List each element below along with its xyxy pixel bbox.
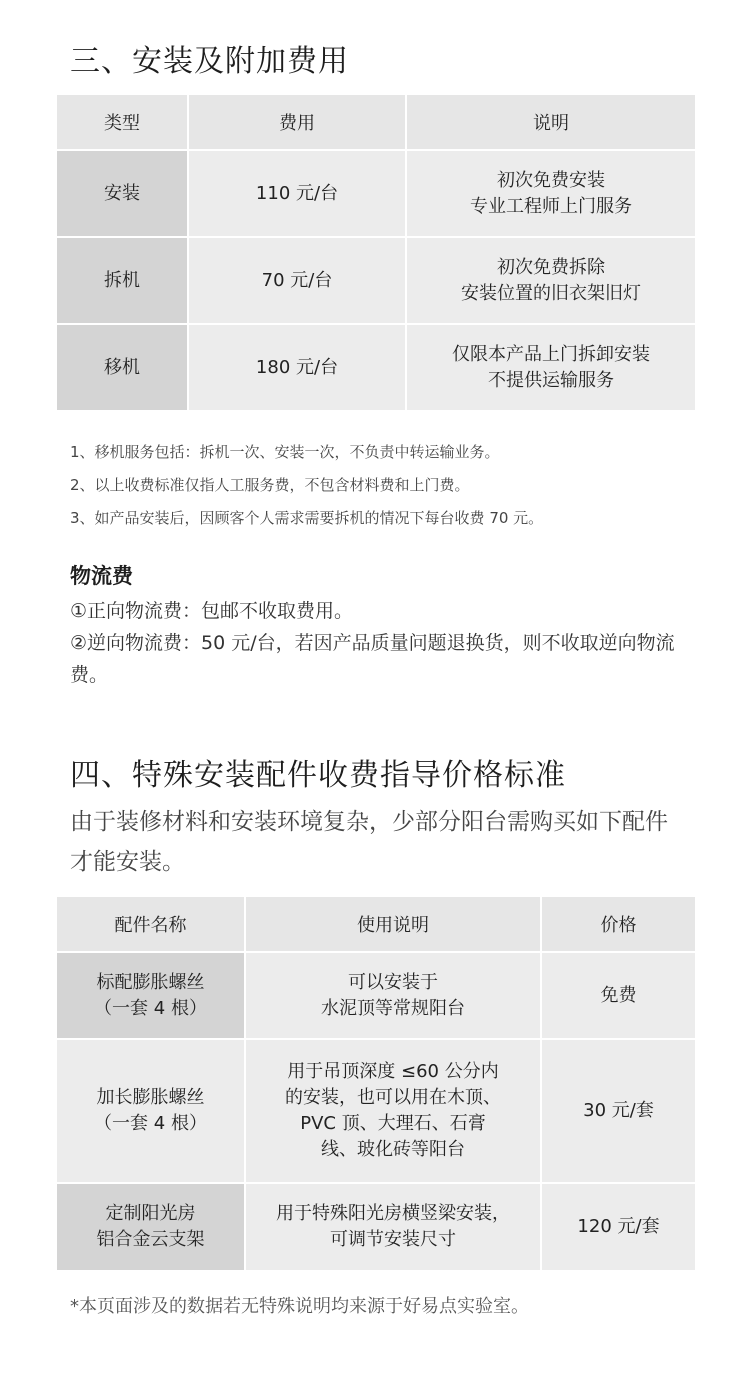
row-type: 移机: [56, 324, 188, 411]
name-line: （一套 4 根）: [94, 1113, 207, 1134]
row-usage: [245, 952, 541, 1039]
name-line: 加长膨胀螺丝: [96, 1087, 205, 1108]
logistics-title: 物流费: [70, 564, 133, 588]
desc-line: 初次免费拆除: [497, 256, 605, 278]
usage-line: PVC 顶、大理石、石膏: [300, 1113, 486, 1134]
row-usage: [245, 1039, 541, 1183]
row-name: [56, 1039, 245, 1183]
usage-line: 用于吊顶深度 ≤60 公分内: [287, 1061, 499, 1082]
row-usage: [245, 1183, 541, 1271]
row-desc: [406, 324, 696, 411]
row-desc: [406, 150, 696, 237]
row-price: 30 元/套: [541, 1039, 696, 1183]
header-desc: 说明: [406, 94, 696, 150]
table-row: [56, 1183, 696, 1271]
name-line: 铝合金云支架: [96, 1229, 205, 1250]
row-price: 120 元/套: [541, 1183, 696, 1271]
note-item: 3、如产品安装后，因顾客个人需求需要拆机的情况下每台收费 70 元。: [70, 509, 544, 527]
row-name: [56, 952, 245, 1039]
row-type: 安装: [56, 150, 188, 237]
table-row: [56, 150, 696, 237]
section-intro: 由于装修材料和安装环境复杂，少部分阳台需购买如下配件才能安装。: [70, 809, 668, 875]
usage-line: 可调节安装尺寸: [330, 1229, 456, 1250]
header-name: 配件名称: [56, 896, 245, 952]
data-source-footnote: *本页面涉及的数据若无特殊说明均来源于好易点实验室。: [70, 1296, 529, 1317]
row-fee: 180 元/台: [188, 324, 406, 411]
name-line: 定制阳光房: [105, 1203, 196, 1224]
usage-line: 用于特殊阳光房横竖梁安装，: [276, 1203, 510, 1224]
usage-line: 的安装，也可以用在木顶、: [285, 1087, 501, 1108]
name-line: 标配膨胀螺丝: [96, 971, 205, 993]
row-fee: 70 元/台: [188, 237, 406, 324]
section-accessory-fees-title: 四、特殊安装配件收费指导价格标准: [70, 758, 566, 793]
install-fee-table: [55, 93, 697, 412]
row-name: [56, 1183, 245, 1271]
header-usage: 使用说明: [245, 896, 541, 952]
desc-line: 不提供运输服务: [488, 369, 614, 391]
table-row: [56, 324, 696, 411]
table-row: [56, 952, 696, 1039]
table-header-row: [56, 94, 696, 150]
desc-line: 专业工程师上门服务: [470, 195, 632, 217]
name-line: （一套 4 根）: [94, 997, 207, 1019]
desc-line: 仅限本产品上门拆卸安装: [452, 343, 650, 365]
table-row: [56, 1039, 696, 1183]
usage-line: 线、玻化砖等阳台: [321, 1139, 465, 1160]
accessory-price-table: [55, 895, 697, 1272]
header-type: 类型: [56, 94, 188, 150]
desc-line: 安装位置的旧衣架旧灯: [461, 282, 641, 304]
row-price: 免费: [541, 952, 696, 1039]
row-desc: [406, 237, 696, 324]
logistics-item: ①正向物流费：包邮不收取费用。: [70, 600, 354, 622]
fee-notes: [70, 436, 543, 535]
logistics-item: ②逆向物流费：50 元/台，若因产品质量问题退换货，则不收取逆向物流费。: [70, 632, 675, 686]
desc-line: 初次免费安装: [497, 169, 605, 191]
usage-line: 水泥顶等常规阳台: [321, 997, 465, 1019]
header-price: 价格: [541, 896, 696, 952]
row-fee: 110 元/台: [188, 150, 406, 237]
table-row: [56, 237, 696, 324]
header-fee: 费用: [188, 94, 406, 150]
section-install-fees-title: 三、安装及附加费用: [70, 44, 349, 79]
note-item: 1、移机服务包括：拆机一次、安装一次，不负责中转运输业务。: [70, 443, 500, 461]
row-type: 拆机: [56, 237, 188, 324]
table-header-row: [56, 896, 696, 952]
usage-line: 可以安装于: [348, 971, 438, 993]
note-item: 2、以上收费标准仅指人工服务费，不包含材料费和上门费。: [70, 476, 470, 494]
